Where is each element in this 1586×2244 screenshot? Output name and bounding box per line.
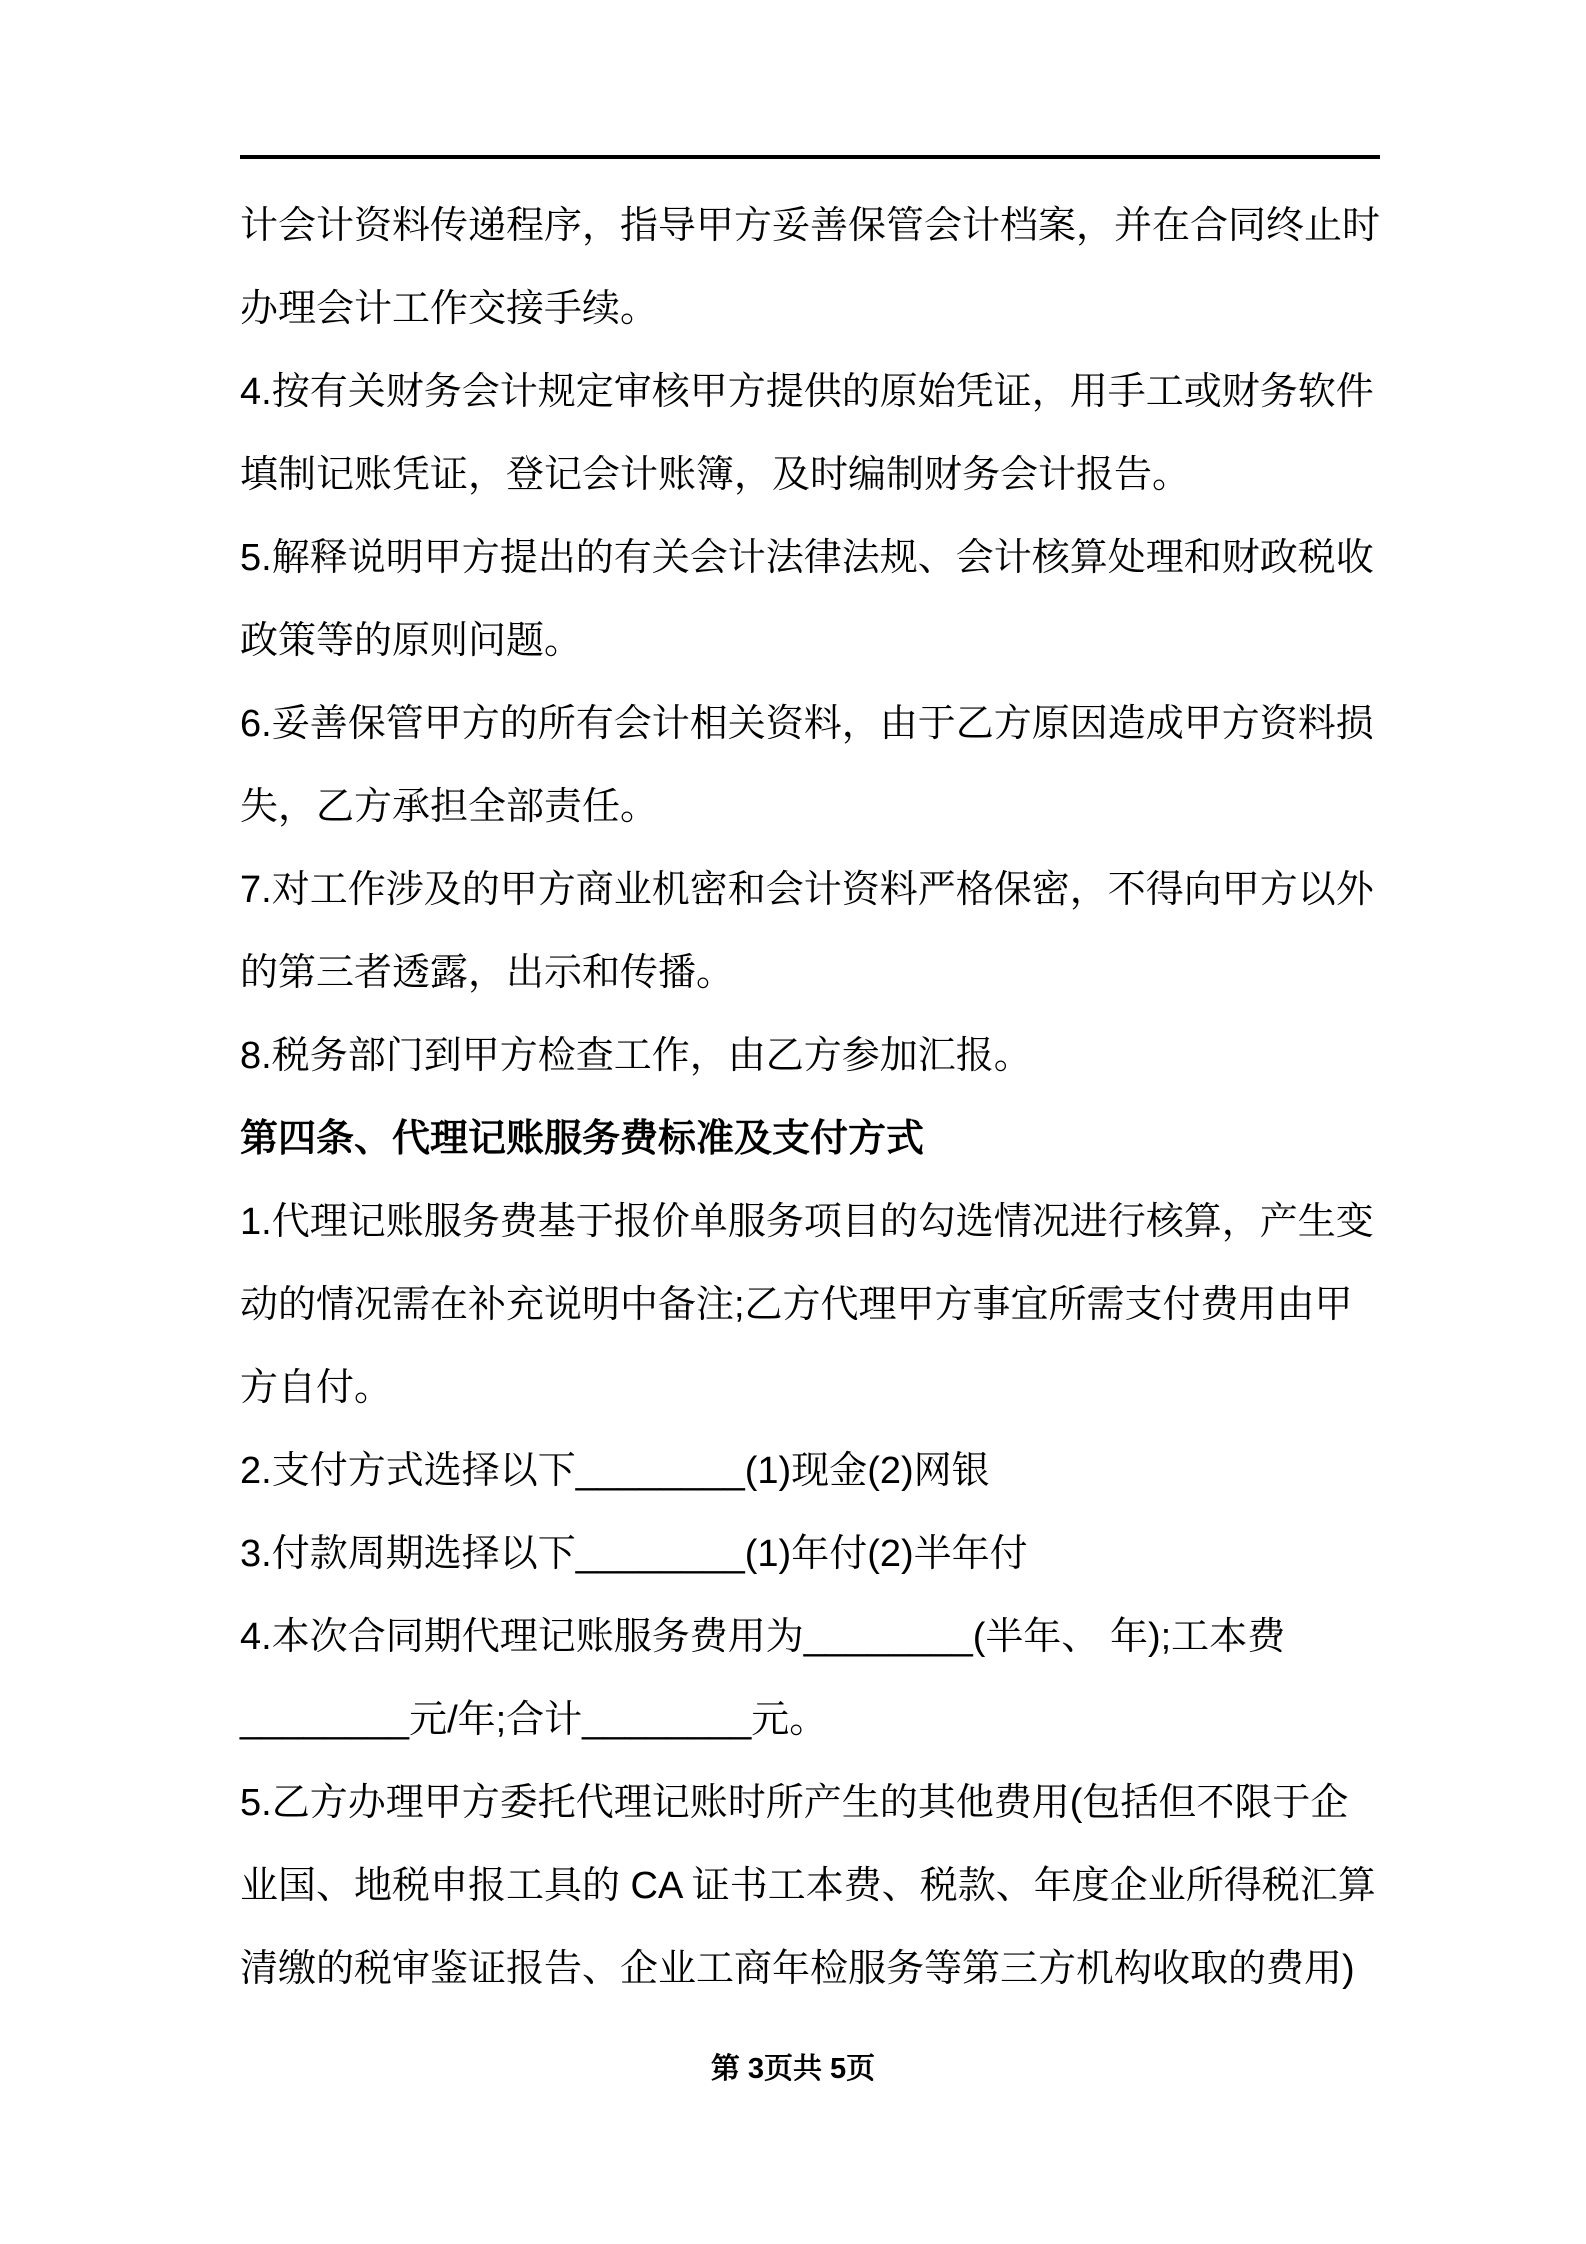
document-body (240, 185, 1400, 2011)
body-line-fill-in-blank: 4.本次合同期代理记账服务费用为________(半年、 年);工本费 (240, 1616, 1286, 1658)
body-line: 7.对工作涉及的甲方商业机密和会计资料严格保密，不得向甲方以外 (240, 869, 1374, 911)
body-line: 政策等的原则问题。 (240, 620, 583, 662)
body-line: 方自付。 (240, 1367, 393, 1409)
body-line: 4.按有关财务会计规定审核甲方提供的原始凭证，用手工或财务软件 (240, 371, 1374, 413)
page-number-footer: 第 3页共 5页 (710, 2053, 876, 2085)
body-line-fill-in-blank: 2.支付方式选择以下________(1)现金(2)网银 (240, 1450, 990, 1492)
body-line: 动的情况需在补充说明中备注;乙方代理甲方事宜所需支付费用由甲 (240, 1284, 1353, 1326)
body-line-fill-in-blank: 3.付款周期选择以下________(1)年付(2)半年付 (240, 1533, 1028, 1575)
body-line: 清缴的税审鉴证报告、企业工商年检服务等第三方机构收取的费用) (240, 1948, 1355, 1990)
body-line: 5.乙方办理甲方委托代理记账时所产生的其他费用(包括但不限于企 (240, 1782, 1349, 1824)
body-line: 5.解释说明甲方提出的有关会计法律法规、会计核算处理和财政税收 (240, 537, 1374, 579)
body-line: 计会计资料传递程序，指导甲方妥善保管会计档案，并在合同终止时 (240, 205, 1381, 247)
body-line: 8.税务部门到甲方检查工作，由乙方参加汇报。 (240, 1035, 1032, 1077)
body-line: 1.代理记账服务费基于报价单服务项目的勾选情况进行核算，产生变 (240, 1201, 1374, 1243)
body-line: 6.妥善保管甲方的所有会计相关资料，由于乙方原因造成甲方资料损 (240, 703, 1374, 745)
body-line: 业国、地税申报工具的 CA 证书工本费、税款、年度企业所得税汇算 (240, 1865, 1376, 1907)
body-line: 填制记账凭证，登记会计账簿，及时编制财务会计报告。 (240, 454, 1191, 496)
header-rule (240, 155, 1380, 159)
body-line-fill-in-blank: ________元/年;合计________元。 (240, 1699, 828, 1741)
body-line: 失，乙方承担全部责任。 (240, 786, 659, 828)
section-heading: 第四条、代理记账服务费标准及支付方式 (240, 1118, 925, 1160)
body-line: 办理会计工作交接手续。 (240, 288, 659, 330)
body-line: 的第三者透露，出示和传播。 (240, 952, 735, 994)
